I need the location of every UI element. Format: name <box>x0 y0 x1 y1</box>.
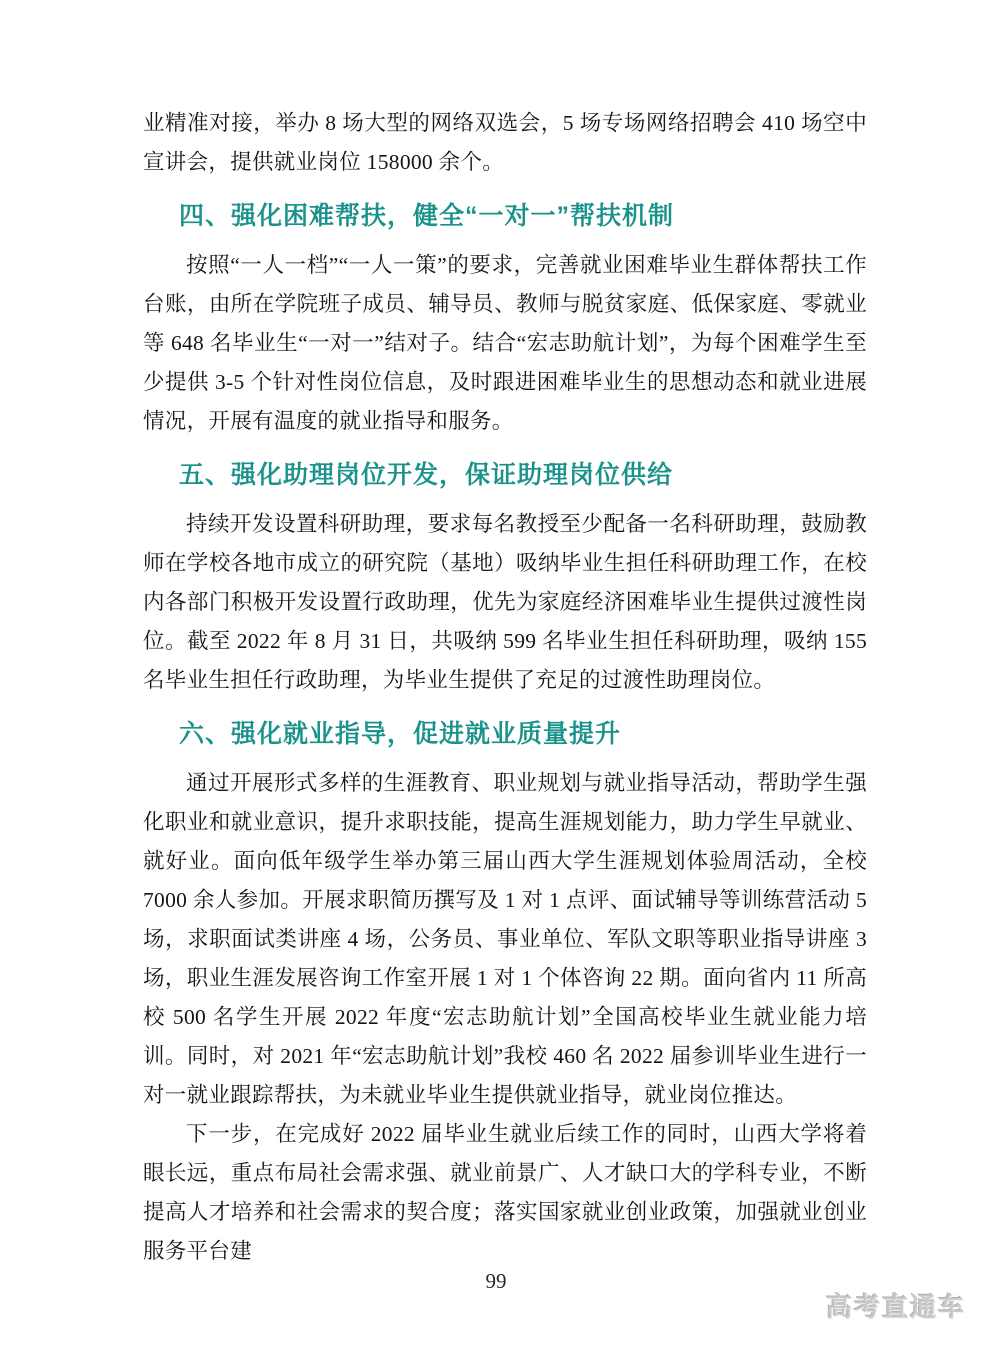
section-heading-4: 四、强化困难帮扶，健全“一对一”帮扶机制 <box>179 202 675 230</box>
intro-paragraph: 业精准对接，举办 8 场大型的网络双选会，5 场专场网络招聘会 410 场空中宣讲会，提供就业岗位 158000 余个。 <box>143 111 867 174</box>
page-number: 99 <box>485 1269 507 1293</box>
section-6-paragraph-1: 通过开展形式多样的生涯教育、职业规划与就业指导活动，帮助学生强化职业和就业意识，提升求职技能，提高生涯规划能力，助力学生早就业、就好业。面向低年级学生举办第三届山西大学生涯规划体验周活动，全校 7000 余人参加。开展求职简历撰写及 1 对 1 点评、面试辅导等训练营活动 5 场，求职面试类讲座 4 场，公务员、事业单位、军队文职等职业指导讲座 3 场，职业生涯发展咨询工作室开展 1 对 1 个体咨询 22 期。面向省内 11 所高校 500 名学生开展 2022 年度“宏志助航计划”全国高校毕业生就业能力培训。同时，对 2021 年“宏志助航计划”我校 460 名 2022 届参训毕业生进行一对一就业跟踪帮扶，为未就业毕业生提供就业指导，就业岗位推达。 <box>143 771 867 1107</box>
section-5-paragraph: 持续开发设置科研助理，要求每名教授至少配备一名科研助理，鼓励教师在学校各地市成立的研究院（基地）吸纳毕业生担任科研助理工作，在校内各部门积极开发设置行政助理，优先为家庭经济困难毕业生提供过渡性岗位。截至 2022 年 8 月 31 日，共吸纳 599 名毕业生担任科研助理，吸纳 155 名毕业生担任行政助理，为毕业生提供了充足的过渡性助理岗位。 <box>143 512 867 692</box>
section-6-paragraph-2: 下一步，在完成好 2022 届毕业生就业后续工作的同时，山西大学将着眼长远，重点布局社会需求强、就业前景广、人才缺口大的学科专业，不断提高人才培养和社会需求的契合度；落实国家就业创业政策，加强就业创业服务平台建 <box>143 1122 867 1263</box>
page-content <box>143 104 867 1271</box>
section-heading-5: 五、强化助理岗位开发，保证助理岗位供给 <box>179 461 674 489</box>
watermark: 高考直通车 <box>825 1292 966 1322</box>
section-heading-6: 六、强化就业指导，促进就业质量提升 <box>179 720 622 748</box>
section-4-paragraph: 按照“一人一档”“一人一策”的要求，完善就业困难毕业生群体帮扶工作台账，由所在学院班子成员、辅导员、教师与脱贫家庭、低保家庭、零就业等 648 名毕业生“一对一”结对子。结合“宏志助航计划”，为每个困难学生至少提供 3-5 个针对性岗位信息，及时跟进困难毕业生的思想动态和就业进展情况，开展有温度的就业指导和服务。 <box>143 253 867 433</box>
